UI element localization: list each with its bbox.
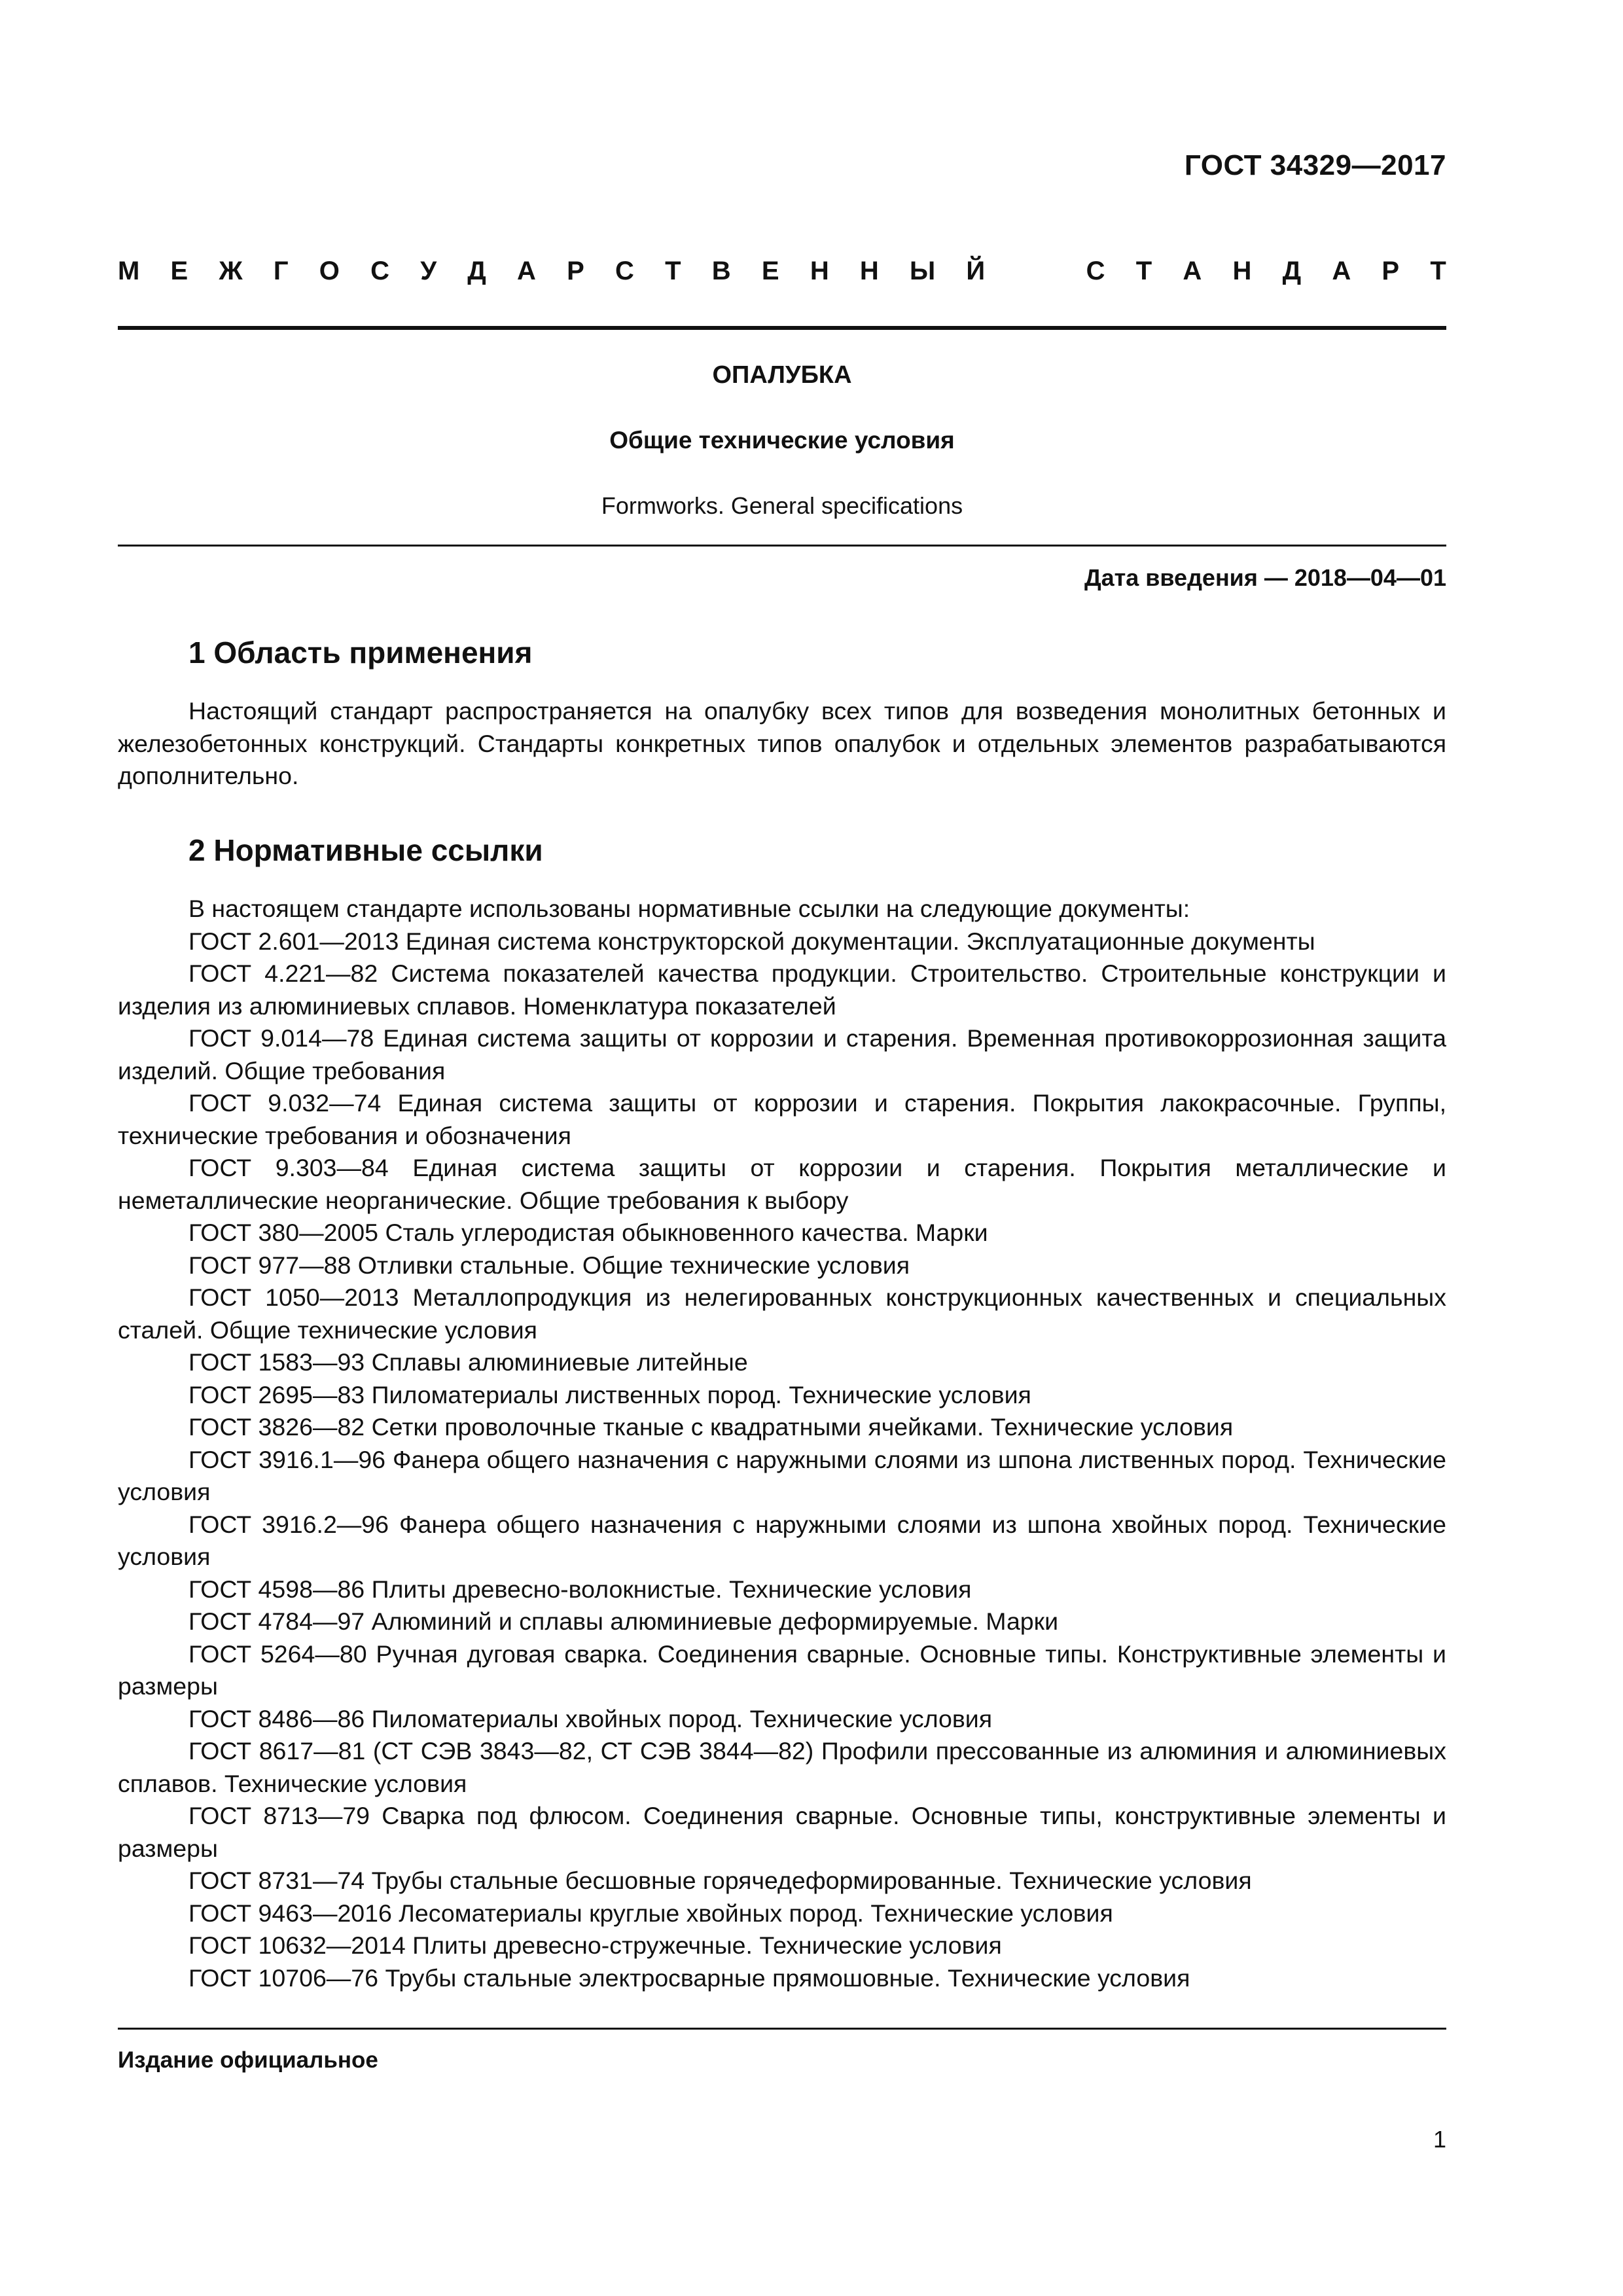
banner-letter: Д bbox=[1282, 257, 1302, 285]
reference-item: ГОСТ 8731—74 Трубы стальные бесшовные горячедеформированные. Технические условия bbox=[188, 1867, 1252, 1894]
banner-letter: Е bbox=[170, 257, 188, 285]
banner-letter: О bbox=[319, 257, 340, 285]
banner-letter: Г bbox=[273, 257, 289, 285]
reference-item: ГОСТ 1050—2013 Металлопродукция из нелегированных конструкционных качественных и специальных сталей. Общие технические условия bbox=[118, 1283, 1446, 1344]
banner-letter: А bbox=[517, 257, 536, 285]
banner-letter: Т bbox=[1135, 257, 1152, 285]
reference-item: ГОСТ 8713—79 Сварка под флюсом. Соединения сварные. Основные типы, конструктивные элементы и размеры bbox=[118, 1802, 1446, 1862]
reference-item: ГОСТ 1583—93 Сплавы алюминиевые литейные bbox=[188, 1348, 748, 1376]
reference-item: ГОСТ 4784—97 Алюминий и сплавы алюминиевые деформируемые. Марки bbox=[188, 1607, 1059, 1635]
banner-word-gap bbox=[1016, 257, 1055, 286]
banner-letter: Д bbox=[467, 257, 486, 285]
banner-letter: Р bbox=[1382, 257, 1400, 285]
banner-letter: Н bbox=[859, 257, 879, 285]
footer-rule bbox=[118, 2028, 1446, 2030]
section-1-paragraph: Настоящий стандарт распространяется на опалубку всех типов для возведения монолитных бетонных и железобетонных конструкций. Стандарты конкретных типов опалубок и отдельных элементов разрабатываются дополнительно. bbox=[118, 697, 1446, 789]
reference-item: ГОСТ 10706—76 Трубы стальные электросварные прямошовные. Технические условия bbox=[188, 1964, 1190, 1992]
banner-letter: В bbox=[711, 257, 731, 285]
banner-letter: С bbox=[615, 257, 634, 285]
reference-item: ГОСТ 8486—86 Пиломатериалы хвойных пород. Технические условия bbox=[188, 1704, 993, 1732]
document-subtitle: Общие технические условия bbox=[609, 427, 955, 454]
banner-letter: Н bbox=[1232, 257, 1252, 285]
reference-item: ГОСТ 380—2005 Сталь углеродистая обыкновенного качества. Марки bbox=[188, 1219, 988, 1246]
normative-references-list bbox=[118, 893, 1446, 1994]
banner-letter: С bbox=[370, 257, 389, 285]
standard-number: ГОСТ 34329—2017 bbox=[1184, 149, 1446, 181]
reference-item: ГОСТ 4.221—82 Система показателей качества продукции. Строительство. Строительные конструкции и изделия из алюминиевых сплавов. Номенклатура показателей bbox=[118, 960, 1446, 1020]
reference-item: ГОСТ 3826—82 Сетки проволочные тканые с квадратными ячейками. Технические условия bbox=[188, 1413, 1234, 1441]
banner-letter: У bbox=[420, 257, 437, 285]
banner-letter: Й bbox=[966, 257, 986, 285]
banner-letter: Е bbox=[761, 257, 779, 285]
document-title: ОПАЛУБКА bbox=[712, 361, 852, 389]
banner-letter: Н bbox=[810, 257, 829, 285]
reference-intro: В настоящем стандарте использованы нормативные ссылки на следующие документы: bbox=[188, 895, 1190, 922]
document-page bbox=[118, 0, 1446, 2296]
page-number: 1 bbox=[1433, 2126, 1446, 2153]
reference-item: ГОСТ 2.601—2013 Единая система конструкторской документации. Эксплуатационные документы bbox=[188, 927, 1315, 955]
reference-item: ГОСТ 3916.2—96 Фанера общего назначения с наружными слоями из шпона хвойных пород. Технические условия bbox=[118, 1510, 1446, 1570]
reference-item: ГОСТ 8617—81 (СТ СЭВ 3843—82, СТ СЭВ 3844—82) Профили прессованные из алюминия и алюминиевых сплавов. Технические условия bbox=[118, 1737, 1446, 1797]
introduction-date: Дата введения — 2018—04—01 bbox=[1084, 564, 1446, 591]
banner-letter: Т bbox=[1430, 257, 1446, 285]
banner-letter: А bbox=[1332, 257, 1351, 285]
banner-letter: Ж bbox=[219, 257, 243, 285]
reference-item: ГОСТ 9463—2016 Лесоматериалы круглые хвойных пород. Технические условия bbox=[188, 1899, 1113, 1927]
reference-item: ГОСТ 2695—83 Пиломатериалы лиственных пород. Технические условия bbox=[188, 1380, 1031, 1408]
document-english-title: Formworks. General specifications bbox=[601, 492, 963, 519]
reference-item: ГОСТ 5264—80 Ручная дуговая сварка. Соединения сварные. Основные типы. Конструктивные элементы и размеры bbox=[118, 1640, 1446, 1700]
banner-letter: Т bbox=[665, 257, 681, 285]
reference-item: ГОСТ 9.014—78 Единая система защиты от коррозии и старения. Временная противокоррозионная защита изделий. Общие требования bbox=[118, 1024, 1446, 1085]
reference-item: ГОСТ 4598—86 Плиты древесно-волокнистые. Технические условия bbox=[188, 1575, 972, 1603]
reference-item: ГОСТ 977—88 Отливки стальные. Общие технические условия bbox=[188, 1251, 910, 1279]
section-1-body bbox=[118, 695, 1446, 793]
banner-letter: А bbox=[1183, 257, 1202, 285]
interstate-standard-banner bbox=[118, 257, 1446, 286]
reference-item: ГОСТ 3916.1—96 Фанера общего назначения с наружными слоями из шпона лиственных пород. Технические условия bbox=[118, 1445, 1446, 1505]
banner-letter: Р bbox=[567, 257, 584, 285]
section-2-heading: 2 Нормативные ссылки bbox=[188, 833, 543, 867]
section-1-heading: 1 Область применения bbox=[188, 636, 533, 670]
banner-letter: М bbox=[118, 257, 140, 285]
reference-item: ГОСТ 10632—2014 Плиты древесно-стружечные. Технические условия bbox=[188, 1931, 1002, 1959]
reference-item: ГОСТ 9.303—84 Единая система защиты от коррозии и старения. Покрытия металлические и неметаллические неорганические. Общие требования к выбору bbox=[118, 1154, 1446, 1214]
title-rule bbox=[118, 545, 1446, 547]
header-rule bbox=[118, 326, 1446, 330]
banner-letter: Ы bbox=[910, 257, 936, 285]
reference-item: ГОСТ 9.032—74 Единая система защиты от коррозии и старения. Покрытия лакокрасочные. Группы, технические требования и обозначения bbox=[118, 1089, 1446, 1149]
banner-letter: С bbox=[1086, 257, 1105, 285]
official-edition-label: Издание официальное bbox=[118, 2047, 378, 2073]
